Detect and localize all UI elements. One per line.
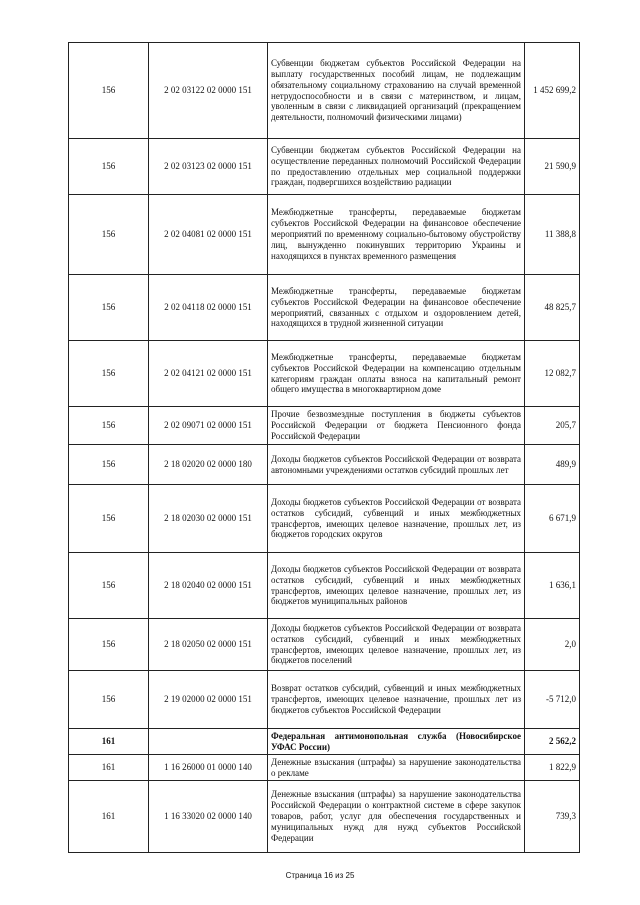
table-row — [69, 43, 580, 139]
admin-code-cell: 156 — [69, 485, 149, 553]
revenue-name-cell: Доходы бюджетов субъектов Российской Федерации от возврата остатков субсидий, субвенций и иных межбюджетных трансфертов, имеющих целевое назначение, прошлых лет, из бюджетов муниципальных районов — [268, 553, 525, 619]
amount-cell: 2,0 — [525, 619, 580, 671]
amount-cell: 1 822,9 — [525, 755, 580, 781]
revenue-name-cell: Межбюджетные трансферты, передаваемые бюджетам субъектов Российской Федерации на финансовое обеспечение мероприятий, связанных с отдыхом и оздоровлением детей, находящихся в трудной жизненной ситуации — [268, 275, 525, 341]
revenue-name-cell: Субвенции бюджетам субъектов Российской Федерации на выплату государственных пособий лицам, не подлежащим обязательному социальному страхованию на случай временной нетрудоспособности и в связи с материнством, и лицам, уволенным в связи с ликвидацией организаций (прекращением деятельности, полномочий физическими лицами) — [268, 43, 525, 139]
admin-code-cell: 161 — [69, 781, 149, 853]
admin-code-cell: 156 — [69, 341, 149, 407]
revenue-name-cell: Субвенции бюджетам субъектов Российской Федерации на осуществление переданных полномочий Российской Федерации по предоставлению отдельных мер социальной поддержки граждан, подвергшихся воздействию радиации — [268, 139, 525, 195]
amount-cell: 1 636,1 — [525, 553, 580, 619]
budget-code-cell: 2 02 03123 02 0000 151 — [149, 139, 268, 195]
budget-code-cell: 2 02 04121 02 0000 151 — [149, 341, 268, 407]
amount-cell: 489,9 — [525, 445, 580, 485]
budget-code-cell: 2 18 02030 02 0000 151 — [149, 485, 268, 553]
budget-code-cell: 2 02 04118 02 0000 151 — [149, 275, 268, 341]
budget-code-cell: 1 16 33020 02 0000 140 — [149, 781, 268, 853]
budget-code-cell: 2 02 03122 02 0000 151 — [149, 43, 268, 139]
table-row — [69, 139, 580, 195]
amount-cell: -5 712,0 — [525, 671, 580, 729]
table-row — [69, 729, 580, 755]
amount-cell: 205,7 — [525, 407, 580, 445]
amount-cell: 48 825,7 — [525, 275, 580, 341]
revenue-name-cell: Доходы бюджетов субъектов Российской Федерации от возврата автономными учреждениями остатков субсидий прошлых лет — [268, 445, 525, 485]
revenue-name-cell: Доходы бюджетов субъектов Российской Федерации от возврата остатков субсидий, субвенций и иных межбюджетных трансфертов, имеющих целевое назначение, прошлых лет, из бюджетов поселений — [268, 619, 525, 671]
table-row — [69, 553, 580, 619]
budget-code-cell: 2 02 09071 02 0000 151 — [149, 407, 268, 445]
admin-code-cell: 161 — [69, 729, 149, 755]
budget-code-cell: 2 18 02050 02 0000 151 — [149, 619, 268, 671]
amount-cell: 6 671,9 — [525, 485, 580, 553]
amount-cell: 11 388,8 — [525, 195, 580, 275]
amount-cell: 12 082,7 — [525, 341, 580, 407]
budget-code-cell: 2 18 02020 02 0000 180 — [149, 445, 268, 485]
amount-cell: 21 590,9 — [525, 139, 580, 195]
amount-cell: 2 562,2 — [525, 729, 580, 755]
amount-cell: 739,3 — [525, 781, 580, 853]
revenue-name-cell: Доходы бюджетов субъектов Российской Федерации от возврата остатков субсидий, субвенций и иных межбюджетных трансфертов, имеющих целевое назначение, прошлых лет, из бюджетов городских округов — [268, 485, 525, 553]
table-row — [69, 341, 580, 407]
table-row — [69, 195, 580, 275]
table-row — [69, 671, 580, 729]
revenue-name-cell: Прочие безвозмездные поступления в бюджеты субъектов Российской Федерации от бюджета Пенсионного фонда Российской Федерации — [268, 407, 525, 445]
revenue-name-cell: Межбюджетные трансферты, передаваемые бюджетам субъектов Российской Федерации на финансовое обеспечение мероприятий по временному социально-бытовому обустройству лиц, вынужденно покинувших территорию Украины и находящихся в пунктах временного размещения — [268, 195, 525, 275]
admin-code-cell: 156 — [69, 43, 149, 139]
budget-code-cell — [149, 729, 268, 755]
admin-code-cell: 156 — [69, 671, 149, 729]
budget-code-cell: 2 18 02040 02 0000 151 — [149, 553, 268, 619]
budget-code-cell: 1 16 26000 01 0000 140 — [149, 755, 268, 781]
page-footer: Страница 16 из 25 — [285, 871, 355, 880]
table-row — [69, 781, 580, 853]
admin-code-cell: 156 — [69, 139, 149, 195]
table-row — [69, 407, 580, 445]
admin-code-cell: 156 — [69, 553, 149, 619]
revenue-name-cell: Денежные взыскания (штрафы) за нарушение законодательства Российской Федерации о контрактной системе в сфере закупок товаров, работ, услуг для обеспечения государственных и муниципальных нужд для нужд субъектов Российской Федерации — [268, 781, 525, 853]
budget-revenue-table — [68, 42, 580, 853]
revenue-name-cell: Федеральная антимонопольная служба (Новосибирское УФАС России) — [268, 729, 525, 755]
amount-cell: 1 452 699,2 — [525, 43, 580, 139]
revenue-name-cell: Межбюджетные трансферты, передаваемые бюджетам субъектов Российской Федерации на компенсацию отдельным категориям граждан оплаты взноса на капитальный ремонт общего имущества в многоквартирном доме — [268, 341, 525, 407]
admin-code-cell: 156 — [69, 407, 149, 445]
revenue-name-cell: Возврат остатков субсидий, субвенций и иных межбюджетных трансфертов, имеющих целевое назначение, прошлых лет из бюджетов субъектов Российской Федерации — [268, 671, 525, 729]
admin-code-cell: 156 — [69, 275, 149, 341]
table-row — [69, 619, 580, 671]
revenue-name-cell: Денежные взыскания (штрафы) за нарушение законодательства о рекламе — [268, 755, 525, 781]
admin-code-cell: 156 — [69, 195, 149, 275]
budget-code-cell: 2 19 02000 02 0000 151 — [149, 671, 268, 729]
admin-code-cell: 156 — [69, 445, 149, 485]
table-row — [69, 485, 580, 553]
table-body — [69, 43, 580, 853]
budget-code-cell: 2 02 04081 02 0000 151 — [149, 195, 268, 275]
table-row — [69, 445, 580, 485]
admin-code-cell: 156 — [69, 619, 149, 671]
table-row — [69, 275, 580, 341]
table-row — [69, 755, 580, 781]
admin-code-cell: 161 — [69, 755, 149, 781]
